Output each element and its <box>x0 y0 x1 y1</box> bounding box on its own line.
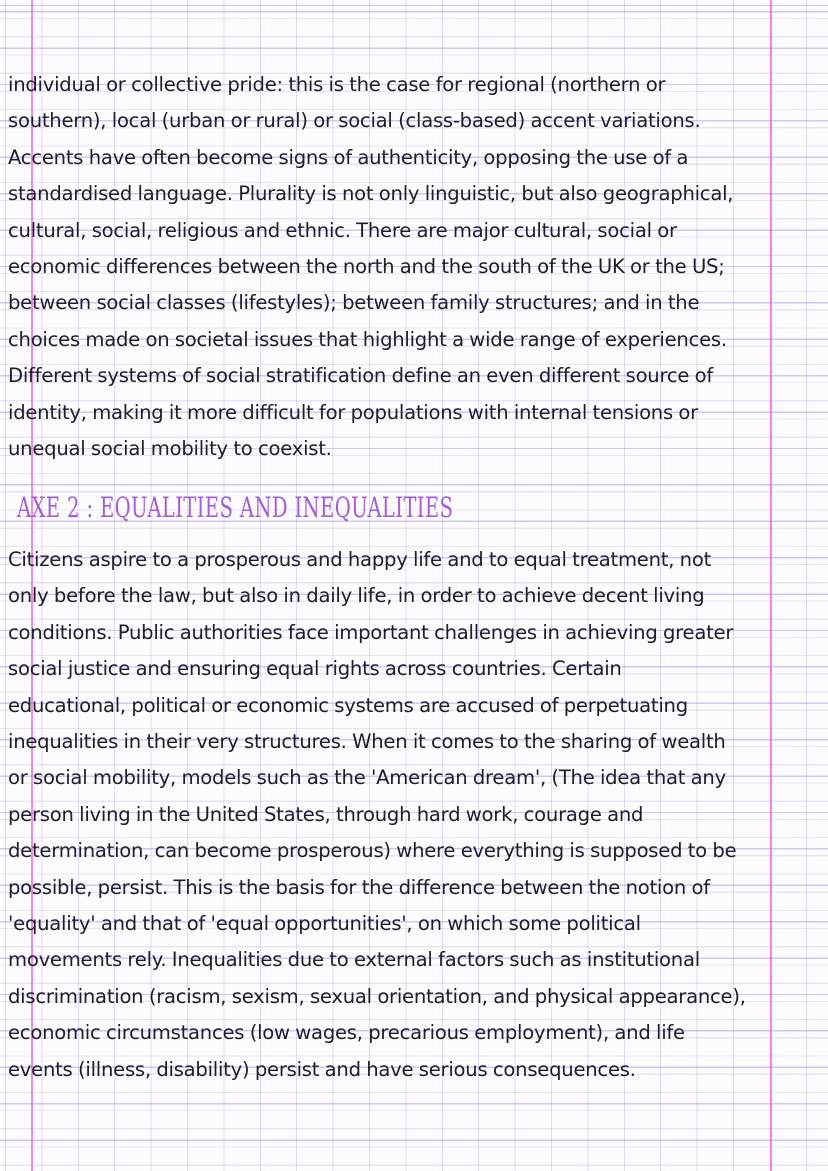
text-line: economic differences between the north and the south of the UK or the US; <box>8 255 725 279</box>
text-line: only before the law, but also in daily life, in order to achieve decent living <box>8 584 705 608</box>
section-heading: AXE 2 : EQUALITIES AND INEQUALITIES <box>17 491 454 524</box>
text-line: person living in the United States, through hard work, courage and <box>8 802 644 826</box>
text-line: economic circumstances (low wages, precarious employment), and life <box>8 1021 685 1045</box>
text-line: discrimination (racism, sexism, sexual orientation, and physical appearance), <box>8 984 746 1008</box>
text-line: individual or collective pride: this is the case for regional (northern or <box>8 73 666 96</box>
text-line: determination, can become prosperous) where everything is supposed to be <box>8 839 737 863</box>
text-line: standardised language. Plurality is not only linguistic, but also geographical, <box>8 182 734 206</box>
text-line: conditions. Public authorities face important challenges in achieving greater <box>8 620 734 644</box>
text-line: Accents have often become signs of authenticity, opposing the use of a <box>8 145 689 169</box>
text-line: social justice and ensuring equal rights across countries. Certain <box>8 657 622 681</box>
text-line: unequal social mobility to coexist. <box>8 437 332 461</box>
text-line: movements rely. Inequalities due to external factors such as institutional <box>8 948 700 972</box>
right-margin-line <box>770 0 772 1171</box>
text-line: Different systems of social stratification define an even different source of <box>8 364 714 388</box>
text-line: or social mobility, models such as the 'American dream', (The idea that any <box>8 766 726 790</box>
text-line: identity, making it more difficult for populations with internal tensions or <box>8 400 698 424</box>
text-line: between social classes (lifestyles); between family structures; and in the <box>8 291 700 315</box>
text-line: possible, persist. This is the basis for the difference between the notion of <box>8 875 710 899</box>
text-line: educational, political or economic systems are accused of perpetuating <box>8 693 688 717</box>
text-line: 'equality' and that of 'equal opportunities', on which some political <box>8 912 641 936</box>
text-line: cultural, social, religious and ethnic. There are major cultural, social or <box>8 218 677 242</box>
text-line: inequalities in their very structures. When it comes to the sharing of wealth <box>8 730 726 754</box>
text-line: southern), local (urban or rural) or social (class-based) accent variations. <box>8 109 701 133</box>
text-line: events (illness, disability) persist and have serious consequences. <box>8 1057 636 1081</box>
paragraph-intro <box>8 67 733 467</box>
text-line: Citizens aspire to a prosperous and happy life and to equal treatment, not <box>8 548 712 571</box>
paragraph-equalities <box>8 542 746 1088</box>
text-line: choices made on societal issues that highlight a wide range of experiences. <box>8 327 727 351</box>
